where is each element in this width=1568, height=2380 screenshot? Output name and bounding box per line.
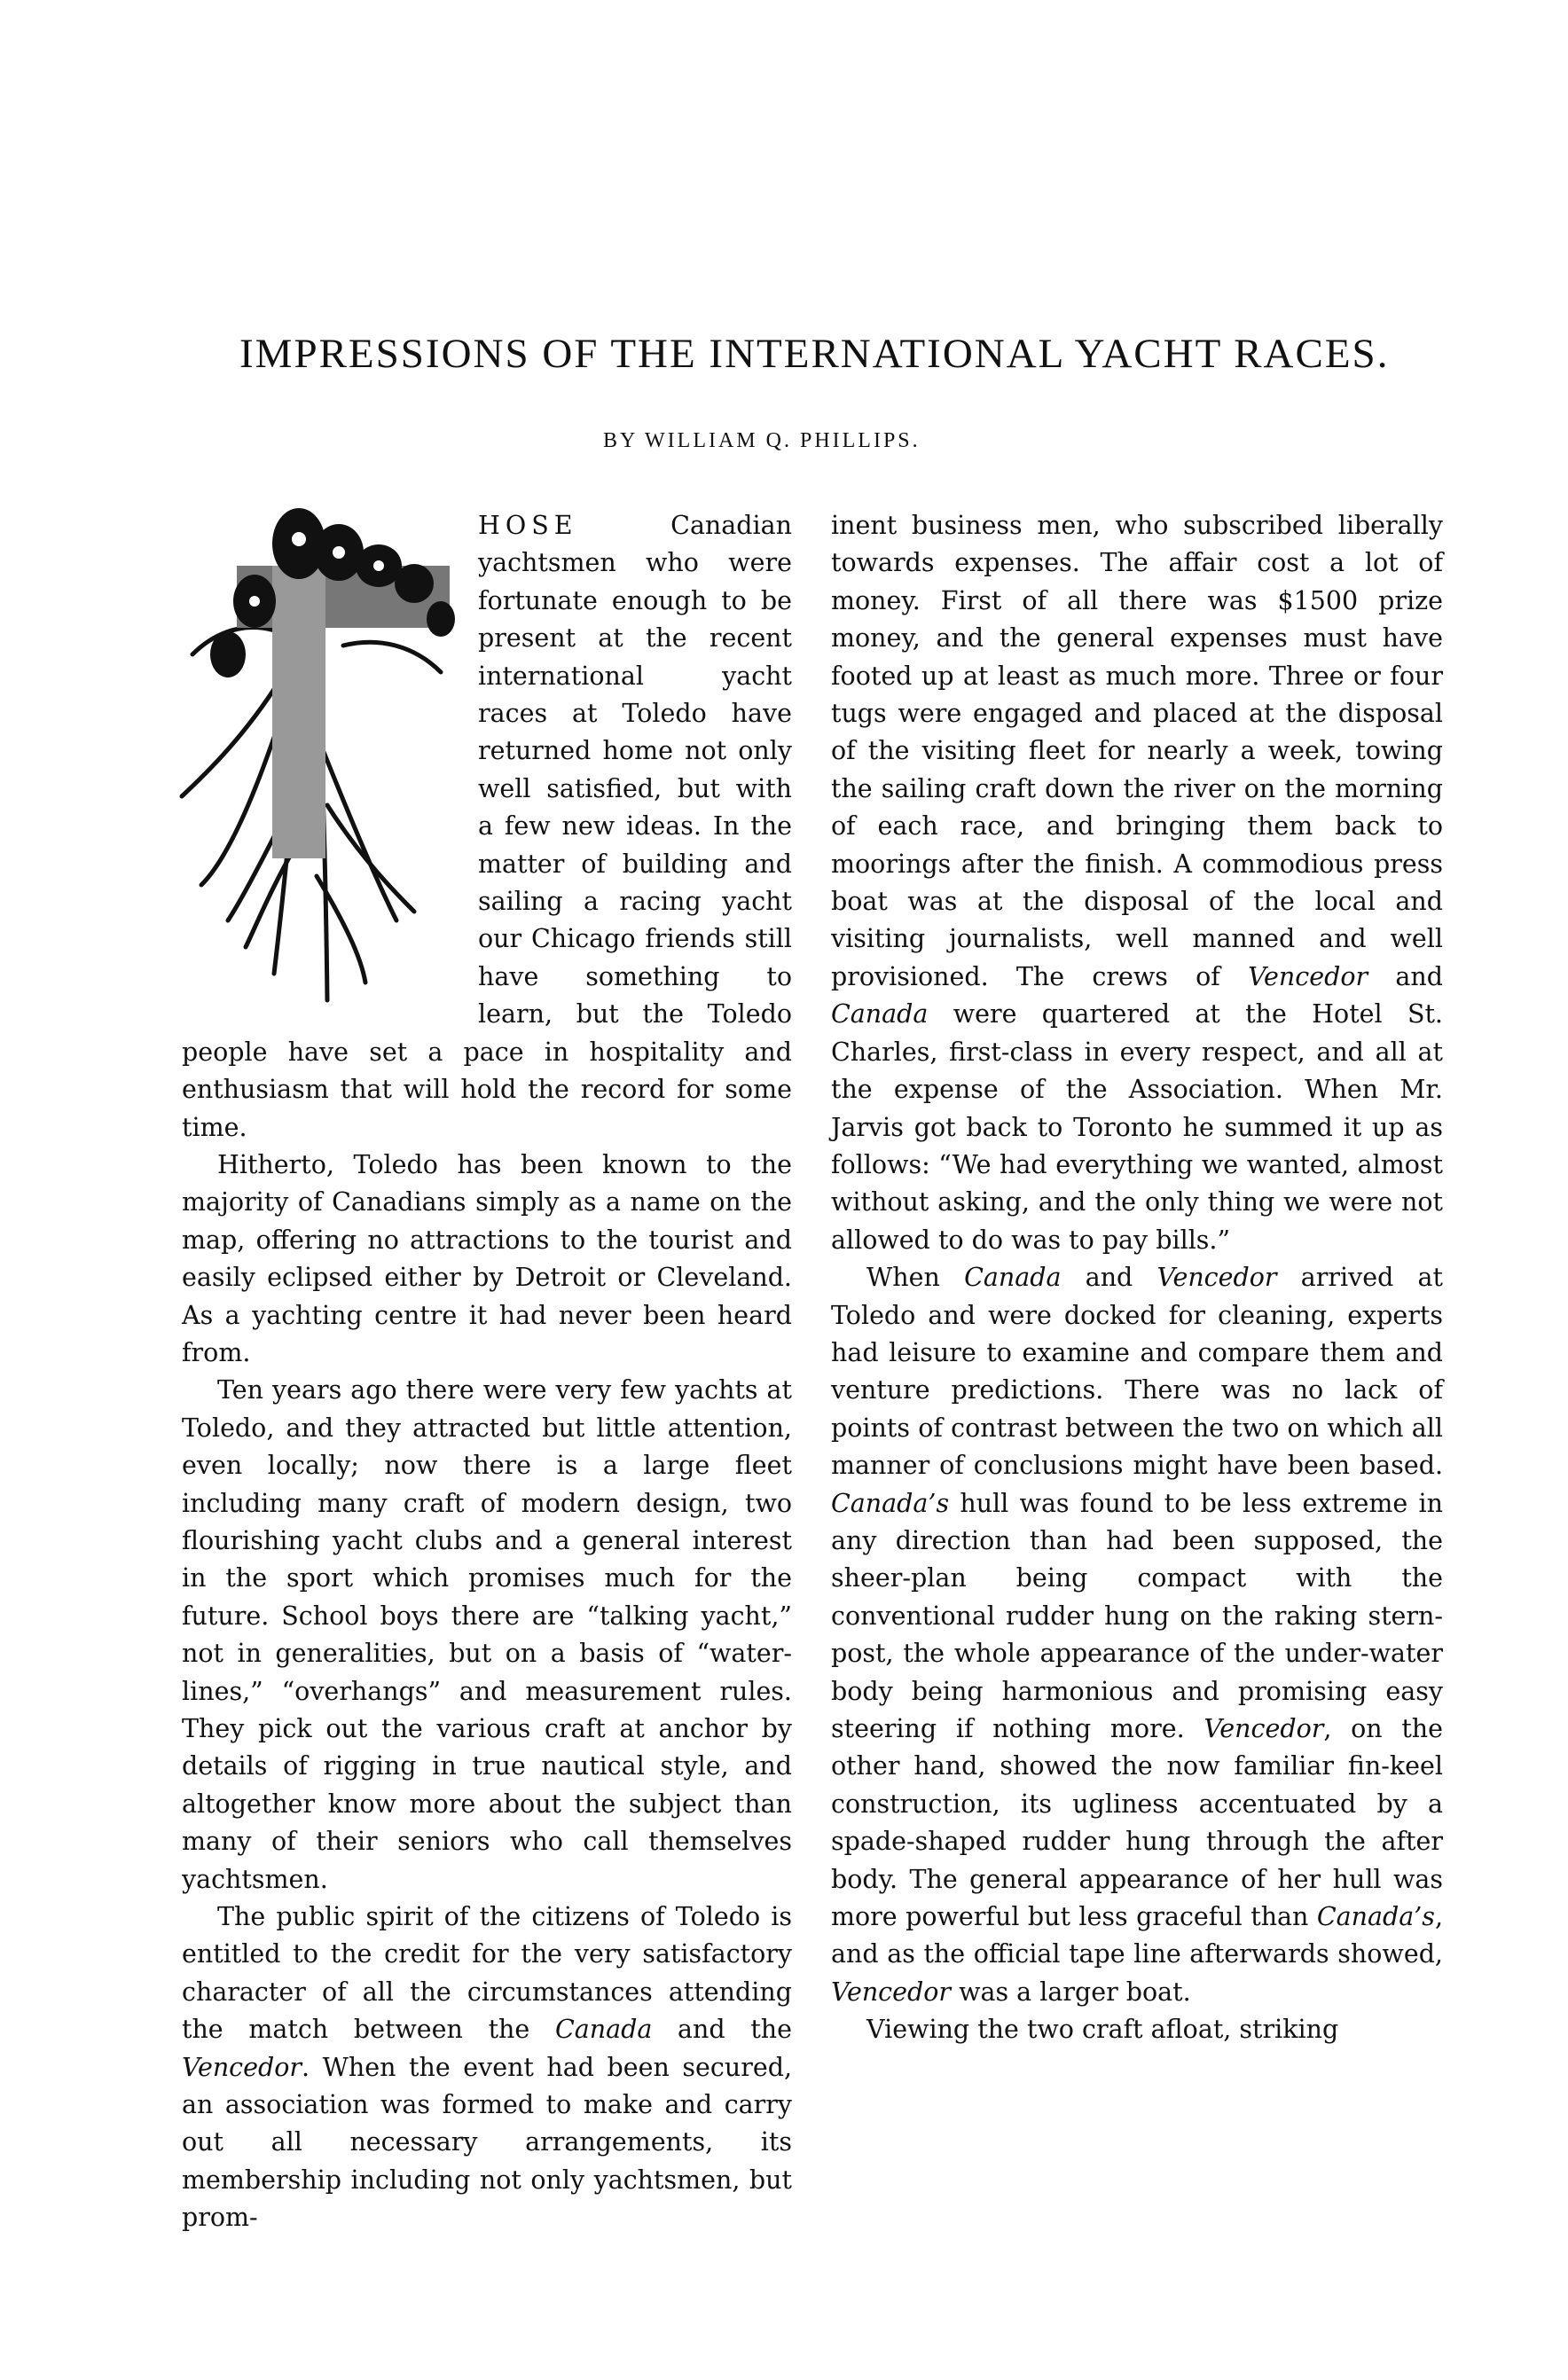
- drop-cap-continuation: HOSE: [478, 511, 578, 540]
- paragraph-text: hull was found to be less extreme in any direction than had been supposed, the sheer-plan being compact with the conventional rudder hung on the raking stern-post, the whole appearance of the under-water body being harmonious and promising easy steering if nothing more.: [831, 1488, 1443, 1743]
- paragraph-text: and the: [652, 2015, 792, 2045]
- yacht-name: Vencedor: [1203, 1714, 1324, 1743]
- yacht-name: Canada’s: [831, 1488, 950, 1518]
- paragraph-text: and: [1368, 961, 1443, 991]
- yacht-name: Canada: [964, 1263, 1062, 1293]
- paragraph-text: were quartered at the Hotel St. Charles, first-class in every respect, and all at the expense of the Association. When Mr. Jarvis got back to Toronto he summed it up as follows: “We had everything we wanted, almost without asking, and the only thing we were not allowed to do was to pay bills.”: [831, 999, 1443, 1255]
- yacht-name: Canada: [554, 2015, 653, 2045]
- paragraph-text: Hitherto, Toledo has been known to the majority of Canadians simply as a name on the map, offering no attractions to the tourist and easily eclipsed either by Detroit or Cleveland. As a yachting centre it had never been heard from.: [182, 1149, 792, 1367]
- paragraph-text: , on the other hand, showed the now familiar fin-keel construction, its ugliness accentuated by a spade-shaped rudder hung through the after body. The general appearance of her hull was more powerful but less graceful than: [831, 1714, 1443, 1932]
- paragraph: [831, 2011, 1443, 2048]
- paragraph-text: Ten years ago there were very few yachts at Toledo, and they attracted but little attention, even locally; now there is a large fleet including many craft of modern design, two flourishing yacht clubs and a general interest in the sport which promises much for the future. School boys there are “talking yacht,” not in generalities, but on a basis of “water-lines,” “overhangs” and measurement rules. They pick out the various craft at anchor by details of rigging in true nautical style, and altogether know more about the subject than many of their seniors who call themselves yachtsmen.: [182, 1375, 792, 1894]
- article-byline: BY WILLIAM Q. PHILLIPS.: [603, 429, 921, 452]
- paragraph-text: The public spirit of the citizens of Toledo is entitled to the credit for the very satisfactory character of all the circumstances attending the match between the: [182, 1902, 792, 2045]
- floral-drop-cap-icon: [175, 504, 466, 1006]
- paragraph-text: and: [1061, 1263, 1157, 1293]
- paragraph-text: When: [866, 1263, 965, 1293]
- yacht-name: Canada’s: [1316, 1902, 1435, 1932]
- paragraph: [182, 1899, 792, 2237]
- paragraph: [182, 1372, 792, 1899]
- drop-cap-illustration: [175, 504, 466, 1006]
- paragraph-text: Canadian yachtsmen who were fortunate enough to be present at the recent international yacht races at Toledo have returned home not only well satisfied, but with a few new ideas. In the matter of building and sailing a racing yacht our Chicago friends still have something to learn, but the Toledo people have set a pace in hospitality and enthusiasm that will hold the record for some time.: [182, 511, 792, 1142]
- yacht-name: Vencedor: [1248, 961, 1368, 991]
- yacht-name: Vencedor: [1156, 1263, 1277, 1293]
- yacht-name: Vencedor: [831, 1977, 952, 2007]
- paragraph: [182, 1147, 792, 1372]
- left-column: [182, 507, 792, 2237]
- yacht-name: Vencedor: [182, 2052, 302, 2082]
- paragraph-text: Viewing the two craft afloat, striking: [866, 2015, 1339, 2045]
- paragraph-text: , and as the official tape line afterwards showed,: [831, 1902, 1443, 1969]
- paragraph-text: inent business men, who subscribed liberally towards expenses. The affair cost a lot of money. First of all there was $1500 prize money, and the general expenses must have footed up at least as much more. Three or four tugs were engaged and placed at the disposal of the visiting fleet for nearly a week, towing the sailing craft down the river on the morning of each race, and bringing them back to moorings after the finish. A commodious press boat was at the disposal of the local and visiting journalists, well manned and well provisioned. The crews of: [831, 511, 1443, 991]
- paragraph: [831, 507, 1443, 1259]
- yacht-name: Canada: [831, 999, 929, 1030]
- paragraph: [831, 1259, 1443, 2011]
- paragraph-text: was a larger boat.: [951, 1977, 1191, 2007]
- paragraph-text: . When the event had been secured, an association was formed to make and carry out all necessary arrangements, its membership including not only yachtsmen, but prom-: [182, 2052, 792, 2233]
- article-title: IMPRESSIONS OF THE INTERNATIONAL YACHT RACES.: [239, 331, 1390, 377]
- right-column: [831, 507, 1443, 2049]
- paragraph-text: arrived at Toledo and were docked for cleaning, experts had leisure to examine and compare them and venture predictions. There was no lack of points of contrast between the two on which all manner of conclusions might have been based.: [831, 1263, 1443, 1481]
